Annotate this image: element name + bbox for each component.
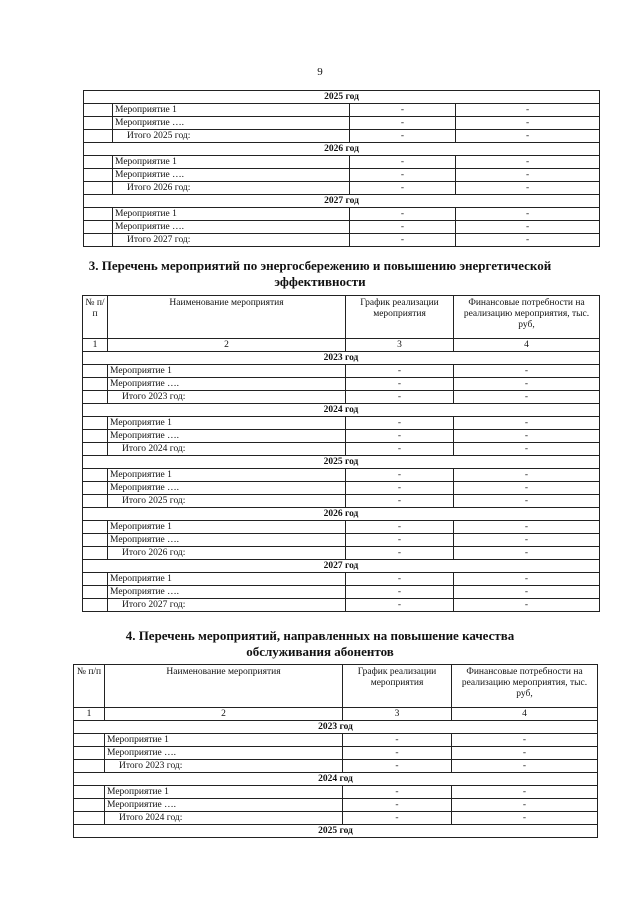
col-number: 3: [346, 339, 454, 352]
total-row: [84, 234, 600, 247]
activity-name: Мероприятие ….: [108, 534, 346, 547]
finance-cell: -: [454, 365, 600, 378]
schedule-cell: -: [350, 130, 456, 143]
total-label: Итого 2025 год:: [108, 495, 346, 508]
table-row: [74, 747, 598, 760]
schedule-cell: -: [346, 443, 454, 456]
finance-cell: -: [454, 391, 600, 404]
activity-name: Мероприятие 1: [108, 521, 346, 534]
schedule-cell: -: [350, 156, 456, 169]
table-row: [83, 534, 600, 547]
table-row: [84, 156, 600, 169]
finance-cell: -: [456, 208, 600, 221]
finance-cell: -: [456, 117, 600, 130]
total-row: [84, 130, 600, 143]
total-row: [74, 760, 598, 773]
table-row: [83, 482, 600, 495]
total-label: Итого 2026 год:: [108, 547, 346, 560]
schedule-cell: -: [343, 786, 452, 799]
section-4-title: 4. Перечень мероприятий, направленных на повышение качества обслуживания абонентов: [125, 628, 515, 659]
finance-cell: -: [456, 156, 600, 169]
schedule-cell: -: [350, 169, 456, 182]
finance-cell: -: [454, 469, 600, 482]
finance-cell: -: [454, 521, 600, 534]
year-header: 2026 год: [83, 508, 600, 521]
year-header: 2023 год: [74, 721, 598, 734]
year-header: 2027 год: [83, 560, 600, 573]
activity-name: Мероприятие 1: [108, 573, 346, 586]
table-row: [84, 117, 600, 130]
table-row: [74, 799, 598, 812]
col-number: 1: [83, 339, 108, 352]
col-number: 1: [74, 708, 105, 721]
finance-cell: -: [456, 182, 600, 195]
activity-name: Мероприятие ….: [108, 586, 346, 599]
activity-name: Мероприятие 1: [105, 786, 343, 799]
finance-cell: -: [452, 799, 598, 812]
col-header-finance: Финансовые потребности на реализацию мероприятия, тыс. руб,: [452, 665, 598, 708]
col-header-schedule: График реализации мероприятия: [346, 296, 454, 339]
col-header-num: № п/п: [74, 665, 105, 708]
total-row: [83, 495, 600, 508]
schedule-cell: -: [343, 812, 452, 825]
schedule-cell: -: [343, 747, 452, 760]
schedule-cell: -: [343, 799, 452, 812]
year-header: 2025 год: [83, 456, 600, 469]
schedule-cell: -: [350, 221, 456, 234]
section-3-table: [82, 295, 600, 612]
col-header-schedule: График реализации мероприятия: [343, 665, 452, 708]
finance-cell: -: [452, 812, 598, 825]
col-number: 4: [452, 708, 598, 721]
activity-name: Мероприятие ….: [108, 430, 346, 443]
section-4-table: [73, 664, 598, 838]
activity-name: Мероприятие ….: [105, 747, 343, 760]
table-row: [83, 378, 600, 391]
activity-name: Мероприятие 1: [108, 469, 346, 482]
schedule-cell: -: [346, 599, 454, 612]
total-label: Итого 2025 год:: [113, 130, 350, 143]
schedule-cell: -: [343, 760, 452, 773]
activity-name: Мероприятие 1: [113, 208, 350, 221]
schedule-cell: -: [346, 573, 454, 586]
schedule-cell: -: [350, 234, 456, 247]
table-row: [84, 169, 600, 182]
total-label: Итого 2024 год:: [108, 443, 346, 456]
finance-cell: -: [452, 786, 598, 799]
table-row: [83, 417, 600, 430]
col-header-num: № п/п: [83, 296, 108, 339]
column-number-row: [83, 339, 600, 352]
finance-cell: -: [454, 482, 600, 495]
col-number: 3: [343, 708, 452, 721]
activity-name: Мероприятие 1: [105, 734, 343, 747]
schedule-cell: -: [350, 208, 456, 221]
finance-cell: -: [452, 734, 598, 747]
col-number: 2: [108, 339, 346, 352]
table-row: [83, 365, 600, 378]
finance-cell: -: [456, 221, 600, 234]
activity-name: Мероприятие 1: [108, 417, 346, 430]
schedule-cell: -: [346, 391, 454, 404]
table-row: [84, 221, 600, 234]
table-header-row: [74, 665, 598, 708]
col-header-name: Наименование мероприятия: [105, 665, 343, 708]
activity-name: Мероприятие 1: [113, 156, 350, 169]
year-header: 2024 год: [74, 773, 598, 786]
finance-cell: -: [456, 130, 600, 143]
total-row: [83, 547, 600, 560]
schedule-cell: -: [350, 104, 456, 117]
activity-name: Мероприятие ….: [108, 482, 346, 495]
total-label: Итого 2023 год:: [105, 760, 343, 773]
table-row: [83, 469, 600, 482]
table-row: [83, 521, 600, 534]
schedule-cell: -: [346, 586, 454, 599]
table-row: [84, 104, 600, 117]
table-row: [84, 208, 600, 221]
schedule-cell: -: [346, 495, 454, 508]
finance-cell: -: [456, 104, 600, 117]
activity-name: Мероприятие ….: [113, 169, 350, 182]
schedule-cell: -: [350, 117, 456, 130]
schedule-cell: -: [346, 430, 454, 443]
col-header-name: Наименование мероприятия: [108, 296, 346, 339]
activity-name: Мероприятие 1: [108, 365, 346, 378]
finance-cell: -: [454, 573, 600, 586]
total-row: [84, 182, 600, 195]
schedule-cell: -: [343, 734, 452, 747]
column-number-row: [74, 708, 598, 721]
activity-name: Мероприятие ….: [113, 117, 350, 130]
schedule-cell: -: [346, 482, 454, 495]
finance-cell: -: [452, 760, 598, 773]
activity-name: Мероприятие ….: [113, 221, 350, 234]
schedule-cell: -: [346, 534, 454, 547]
table-row: [74, 786, 598, 799]
activity-name: Мероприятие 1: [113, 104, 350, 117]
total-label: Итого 2024 год:: [105, 812, 343, 825]
finance-cell: -: [454, 430, 600, 443]
table-row: [83, 573, 600, 586]
finance-cell: -: [454, 547, 600, 560]
total-row: [74, 812, 598, 825]
finance-cell: -: [454, 534, 600, 547]
finance-cell: -: [452, 747, 598, 760]
total-label: Итого 2027 год:: [113, 234, 350, 247]
schedule-cell: -: [346, 378, 454, 391]
col-number: 2: [105, 708, 343, 721]
year-header: 2023 год: [83, 352, 600, 365]
finance-cell: -: [454, 378, 600, 391]
finance-cell: -: [454, 495, 600, 508]
table-row: [83, 430, 600, 443]
section-3-title: 3. Перечень мероприятий по энергосбережению и повышению энергетической эффективности: [88, 258, 552, 289]
year-header: 2025 год: [84, 91, 600, 104]
total-row: [83, 391, 600, 404]
page-number: 9: [317, 66, 323, 78]
activity-name: Мероприятие ….: [105, 799, 343, 812]
year-header: 2025 год: [74, 825, 598, 838]
year-header: 2027 год: [84, 195, 600, 208]
table-row: [74, 734, 598, 747]
year-header: 2024 год: [83, 404, 600, 417]
total-label: Итого 2023 год:: [108, 391, 346, 404]
year-header: 2026 год: [84, 143, 600, 156]
schedule-cell: -: [346, 547, 454, 560]
schedule-cell: -: [346, 521, 454, 534]
finance-cell: -: [454, 443, 600, 456]
schedule-cell: -: [346, 417, 454, 430]
finance-cell: -: [454, 586, 600, 599]
finance-cell: -: [456, 169, 600, 182]
total-label: Итого 2027 год:: [108, 599, 346, 612]
col-number: 4: [454, 339, 600, 352]
schedule-cell: -: [350, 182, 456, 195]
finance-cell: -: [454, 599, 600, 612]
total-row: [83, 443, 600, 456]
total-row: [83, 599, 600, 612]
table-continued: [83, 90, 600, 247]
finance-cell: -: [456, 234, 600, 247]
activity-name: Мероприятие ….: [108, 378, 346, 391]
total-label: Итого 2026 год:: [113, 182, 350, 195]
col-header-finance: Финансовые потребности на реализацию мероприятия, тыс. руб,: [454, 296, 600, 339]
finance-cell: -: [454, 417, 600, 430]
table-row: [83, 586, 600, 599]
schedule-cell: -: [346, 365, 454, 378]
schedule-cell: -: [346, 469, 454, 482]
table-header-row: [83, 296, 600, 339]
